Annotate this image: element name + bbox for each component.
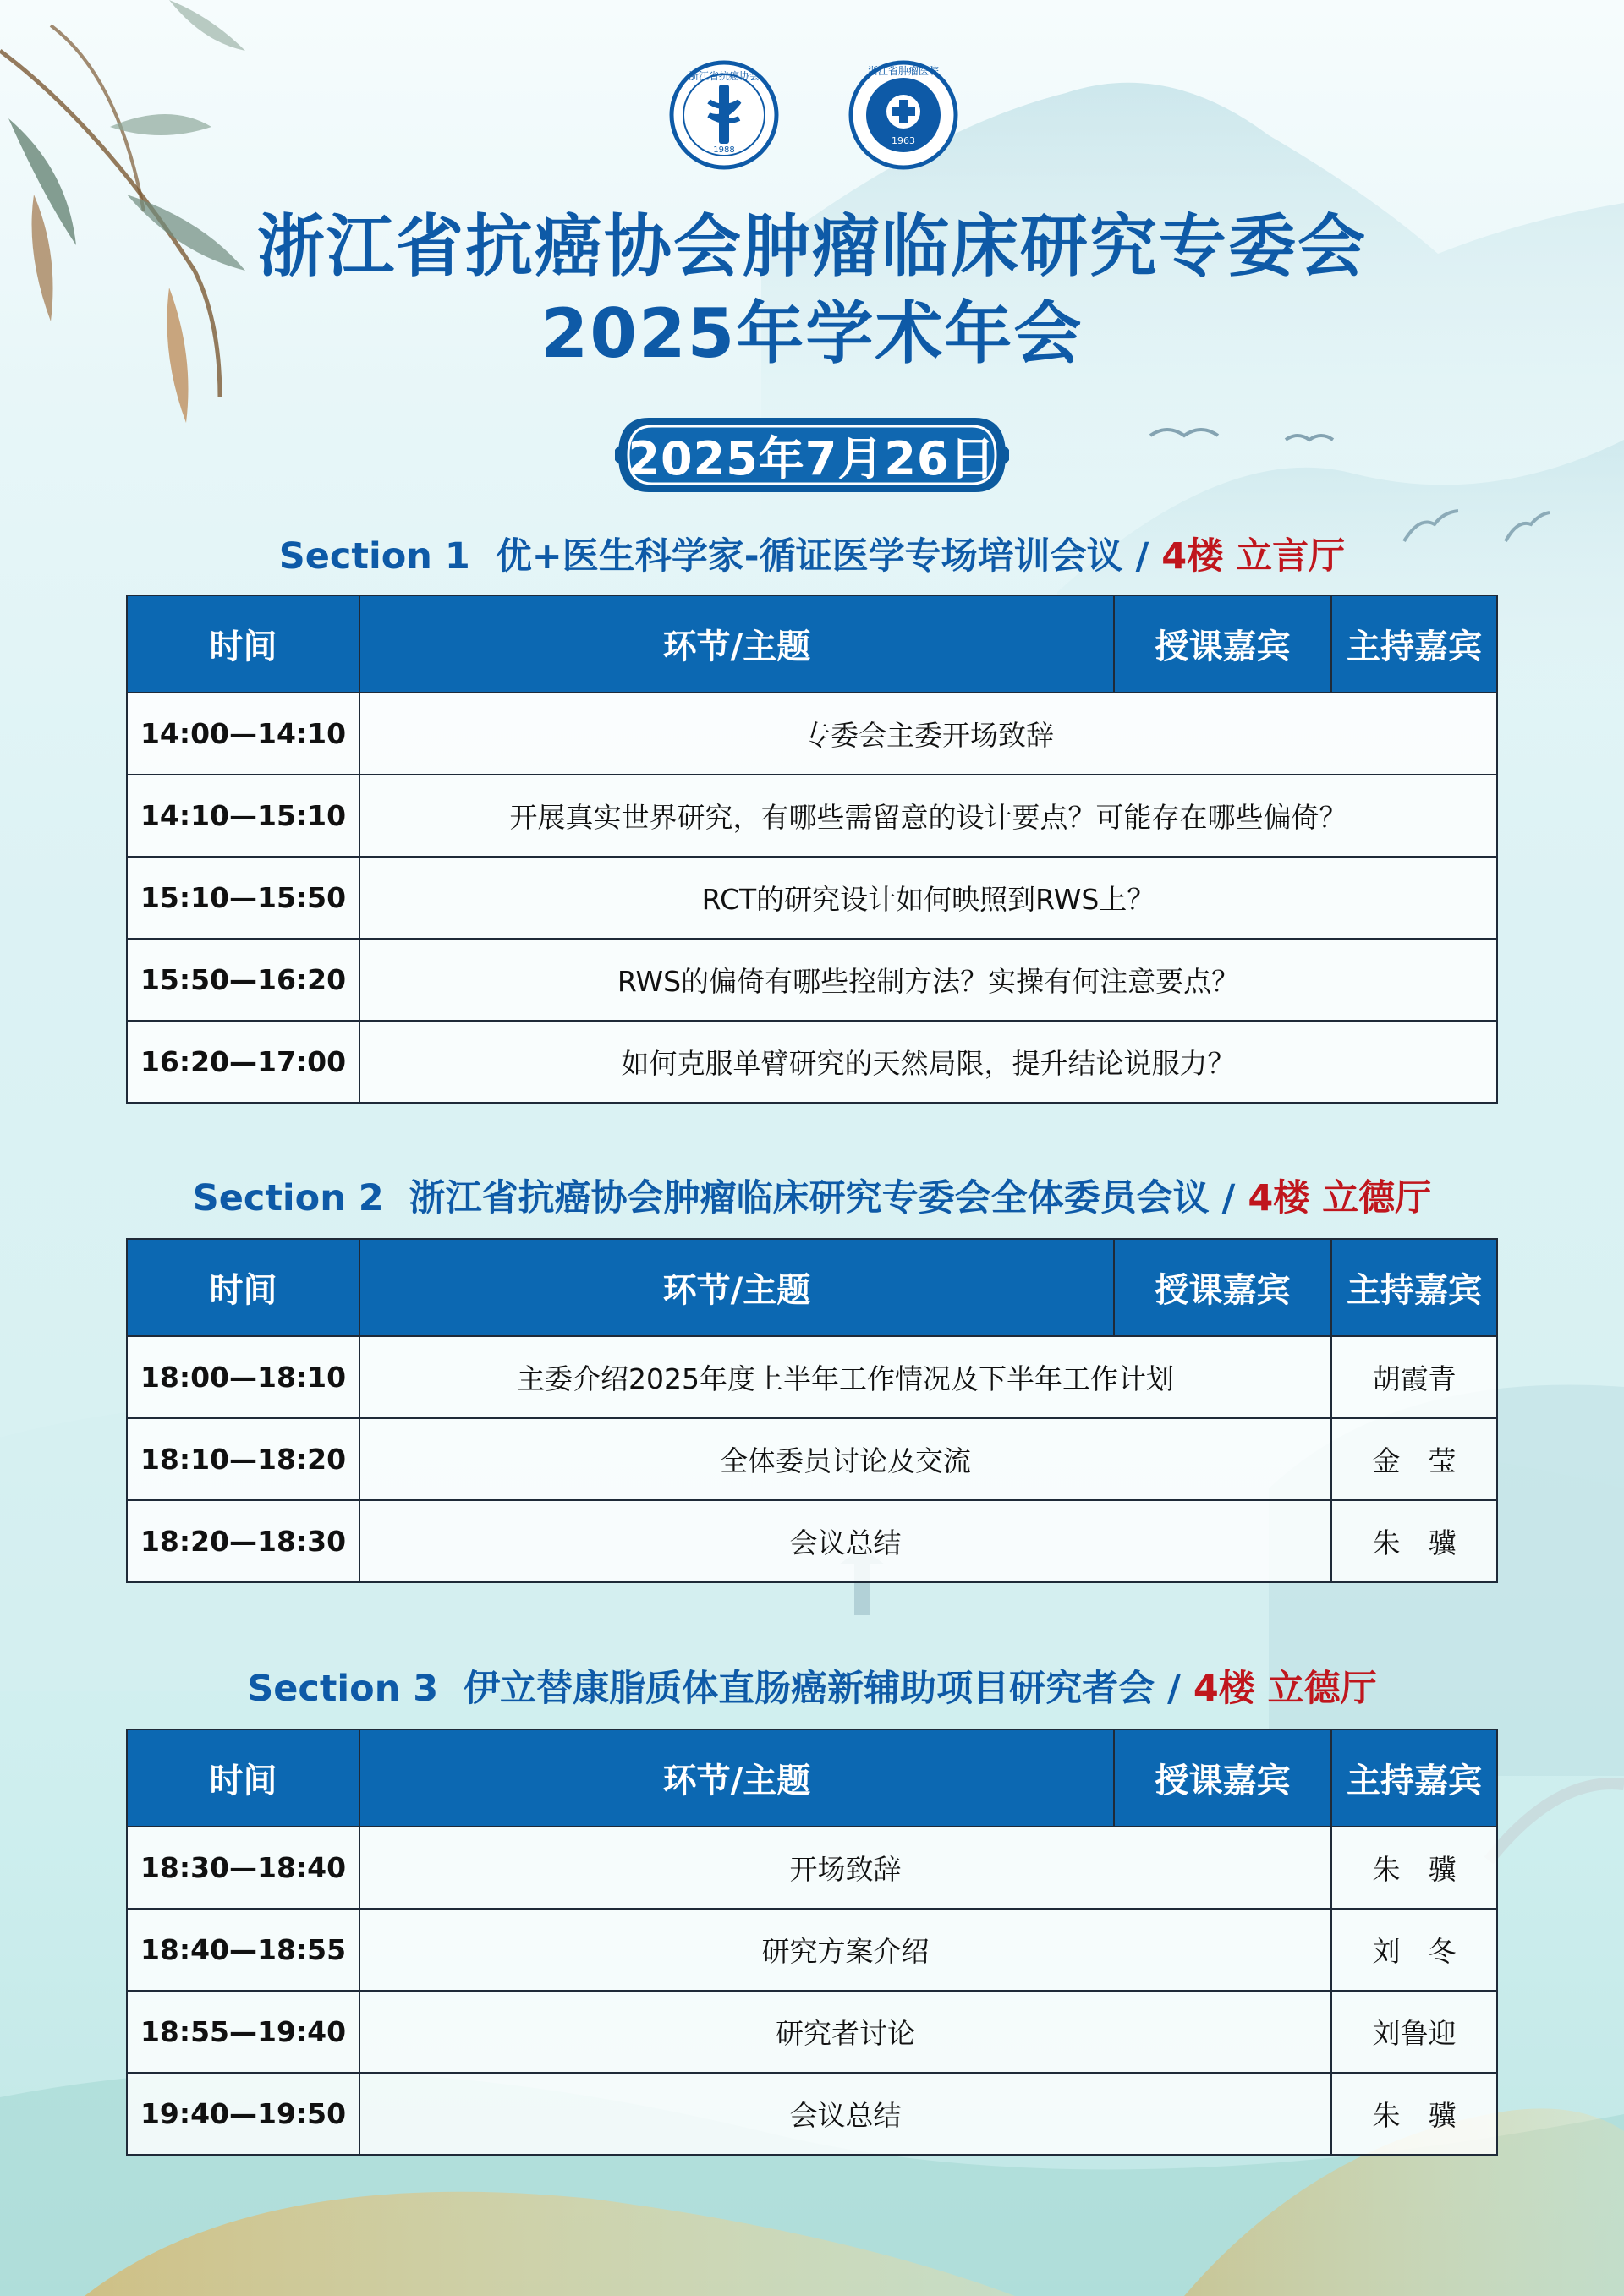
table-row — [127, 775, 1497, 857]
date-badge — [615, 414, 1009, 496]
hospital-logo-year: 1963 — [892, 135, 915, 146]
section-3-heading — [0, 1668, 1624, 1710]
row-topic: 研究方案介绍 — [359, 1909, 1331, 1991]
section-1-prefix: Section 1 — [278, 535, 470, 578]
row-time: 18:00—18:10 — [127, 1336, 359, 1418]
row-time: 18:10—18:20 — [127, 1418, 359, 1500]
section-2-name: 浙江省抗癌协会肿瘤临床研究专委会全体委员会议 — [409, 1177, 1210, 1219]
row-time: 18:55—19:40 — [127, 1991, 359, 2073]
table-row — [127, 1021, 1497, 1103]
event-subtitle: 2025年学术年会 — [540, 294, 1084, 373]
table-header-row — [127, 1729, 1497, 1827]
section-2-location: 4楼 立德厅 — [1248, 1177, 1432, 1219]
table-row — [127, 1827, 1497, 1909]
row-topic: 研究者讨论 — [359, 1991, 1331, 2073]
section-2-schedule-table — [126, 1238, 1498, 1583]
row-topic: RCT的研究设计如何映照到RWS上？ — [359, 857, 1497, 939]
row-time: 19:40—19:50 — [127, 2073, 359, 2155]
event-date: 2025年7月26日 — [628, 431, 996, 485]
section-1-schedule-table — [126, 595, 1498, 1104]
section-1-heading — [0, 535, 1624, 578]
header-speaker: 授课嘉宾 — [1114, 1239, 1331, 1336]
header-host: 主持嘉宾 — [1331, 1729, 1497, 1827]
header-time: 时间 — [127, 1729, 359, 1827]
table-row — [127, 1991, 1497, 2073]
row-topic: 会议总结 — [359, 2073, 1331, 2155]
header-topic: 环节/主题 — [359, 595, 1114, 693]
table-row — [127, 1336, 1497, 1418]
header-time: 时间 — [127, 595, 359, 693]
table-row — [127, 939, 1497, 1021]
row-topic: 开展真实世界研究，有哪些需留意的设计要点？可能存在哪些偏倚？ — [359, 775, 1497, 857]
section-2-separator: / — [1221, 1177, 1236, 1219]
header-speaker: 授课嘉宾 — [1114, 595, 1331, 693]
section-3-separator: / — [1167, 1668, 1181, 1710]
header-time: 时间 — [127, 1239, 359, 1336]
section-2-prefix: Section 2 — [192, 1177, 384, 1219]
row-host: 金 莹 — [1331, 1418, 1497, 1500]
row-topic: 主委介绍2025年度上半年工作情况及下半年工作计划 — [359, 1336, 1331, 1418]
section-3-prefix: Section 3 — [247, 1668, 439, 1710]
row-host: 朱 骥 — [1331, 2073, 1497, 2155]
event-title: 浙江省抗癌协会肿瘤临床研究专委会 — [257, 207, 1367, 286]
section-1-name: 优+医生科学家-循证医学专场培训会议 — [495, 535, 1123, 578]
section-1-separator: / — [1135, 535, 1149, 578]
row-host: 胡霞青 — [1331, 1336, 1497, 1418]
section-3-schedule-table — [126, 1729, 1498, 2156]
table-row — [127, 1909, 1497, 1991]
row-host: 朱 骥 — [1331, 1827, 1497, 1909]
row-time: 14:10—15:10 — [127, 775, 359, 857]
row-time: 18:20—18:30 — [127, 1500, 359, 1582]
row-host: 朱 骥 — [1331, 1500, 1497, 1582]
table-row — [127, 857, 1497, 939]
row-topic: 开场致辞 — [359, 1827, 1331, 1909]
row-topic: 如何克服单臂研究的天然局限，提升结论说服力？ — [359, 1021, 1497, 1103]
row-topic: RWS的偏倚有哪些控制方法？实操有何注意要点？ — [359, 939, 1497, 1021]
row-time: 14:00—14:10 — [127, 693, 359, 775]
row-time: 16:20—17:00 — [127, 1021, 359, 1103]
row-topic: 会议总结 — [359, 1500, 1331, 1582]
hospital-logo-text: 浙江省肿瘤医院 — [867, 65, 940, 77]
table-header-row — [127, 595, 1497, 693]
row-topic: 全体委员讨论及交流 — [359, 1418, 1331, 1500]
header-topic: 环节/主题 — [359, 1729, 1114, 1827]
header-speaker: 授课嘉宾 — [1114, 1729, 1331, 1827]
table-row — [127, 1418, 1497, 1500]
section-3-name: 伊立替康脂质体直肠癌新辅助项目研究者会 — [464, 1668, 1155, 1710]
header-host: 主持嘉宾 — [1331, 595, 1497, 693]
row-host: 刘 冬 — [1331, 1909, 1497, 1991]
row-host: 刘鲁迎 — [1331, 1991, 1497, 2073]
association-logo-year: 1988 — [713, 145, 735, 155]
row-time: 15:50—16:20 — [127, 939, 359, 1021]
table-row — [127, 2073, 1497, 2155]
row-time: 18:30—18:40 — [127, 1827, 359, 1909]
section-2-heading — [0, 1177, 1624, 1219]
hospital-seal-logo — [848, 59, 959, 171]
row-topic: 专委会主委开场致辞 — [359, 693, 1497, 775]
section-3-location: 4楼 立德厅 — [1193, 1668, 1377, 1710]
header-topic: 环节/主题 — [359, 1239, 1114, 1336]
table-row — [127, 1500, 1497, 1582]
table-header-row — [127, 1239, 1497, 1336]
row-time: 18:40—18:55 — [127, 1909, 359, 1991]
association-logo-text: 浙江省抗癌协会 — [688, 70, 760, 82]
header-host: 主持嘉宾 — [1331, 1239, 1497, 1336]
row-time: 15:10—15:50 — [127, 857, 359, 939]
section-1-location: 4楼 立言厅 — [1161, 535, 1346, 578]
association-seal-logo — [668, 59, 780, 171]
table-row — [127, 693, 1497, 775]
